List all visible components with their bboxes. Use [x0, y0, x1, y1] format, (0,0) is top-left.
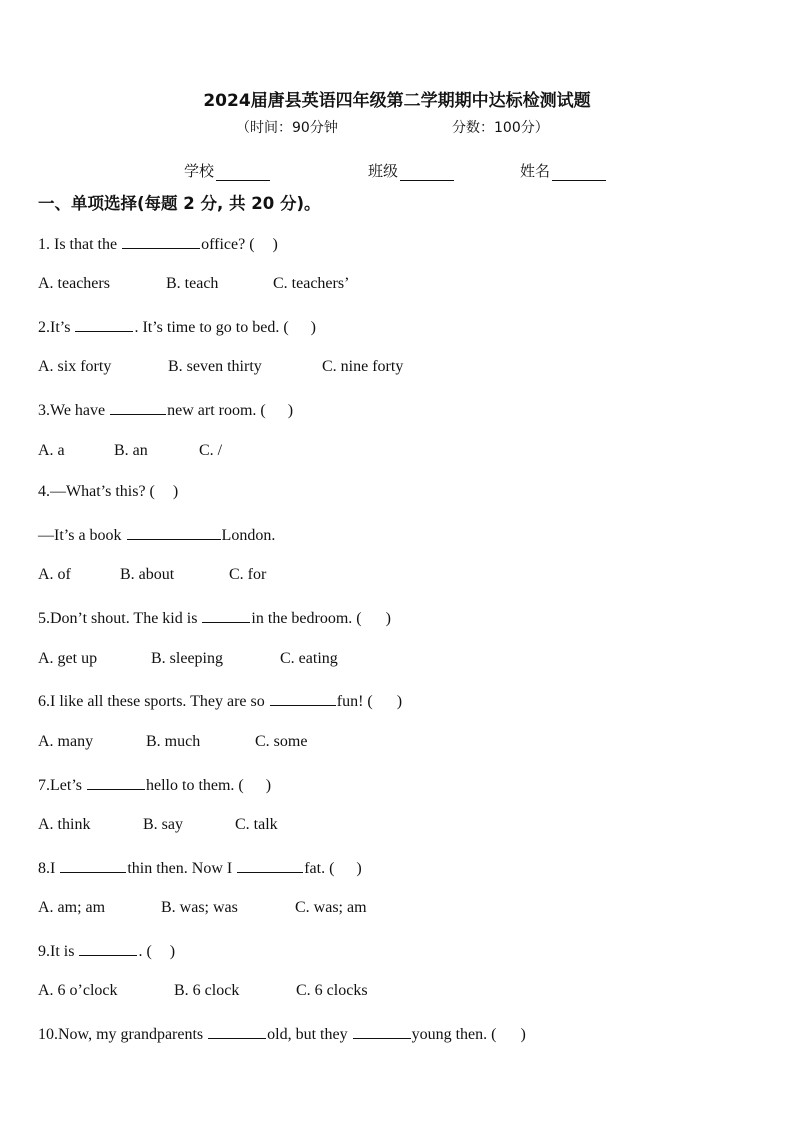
question-text: )	[310, 319, 316, 336]
question-text: 8.I	[38, 860, 60, 877]
option-a[interactable]: A. six forty	[38, 358, 112, 375]
option-b[interactable]: B. about	[120, 566, 175, 583]
question-text: 6.I like all these sports. They are so	[38, 693, 269, 710]
option-a[interactable]: A. of	[38, 566, 71, 583]
question-4-line-2	[38, 524, 275, 546]
question-2	[38, 316, 316, 338]
question-text: new art room. (	[167, 402, 266, 419]
question-text: . (	[138, 943, 152, 960]
question-text: 7.Let’s	[38, 777, 86, 794]
option-b[interactable]: B. an	[114, 442, 148, 459]
question-9	[38, 940, 175, 962]
question-text: fat. (	[304, 860, 335, 877]
answer-blank[interactable]	[60, 857, 126, 873]
name-label: 姓名	[520, 162, 551, 180]
option-c[interactable]: C. teachers’	[273, 275, 350, 292]
exam-time: （时间：90分钟	[236, 120, 338, 136]
name-field	[520, 160, 606, 181]
question-text: )	[265, 777, 272, 794]
option-c[interactable]: C. 6 clocks	[296, 982, 368, 999]
question-1	[38, 233, 278, 255]
question-text: )	[172, 483, 179, 500]
question-text: hello to them. (	[146, 777, 244, 794]
option-c[interactable]: C. for	[229, 566, 267, 583]
question-text: young then. (	[411, 1026, 497, 1043]
option-b[interactable]: B. 6 clock	[174, 982, 240, 999]
class-field	[368, 160, 454, 181]
option-b[interactable]: B. say	[143, 816, 183, 833]
question-5	[38, 607, 391, 629]
school-blank[interactable]	[216, 166, 270, 181]
question-text: London.	[221, 527, 276, 544]
question-text: office? (	[201, 236, 255, 253]
question-8	[38, 857, 362, 879]
answer-blank[interactable]	[270, 690, 336, 706]
option-a[interactable]: A. many	[38, 733, 94, 750]
question-text: 4.—What’s this? (	[38, 483, 155, 500]
option-a[interactable]: A. am; am	[38, 899, 106, 916]
question-text: thin then. Now I	[127, 860, 237, 877]
question-text: )	[356, 860, 362, 877]
question-text: )	[272, 236, 278, 253]
question-text: )	[385, 610, 391, 627]
option-c[interactable]: C. /	[199, 442, 223, 459]
question-4	[38, 482, 178, 502]
option-b[interactable]: B. sleeping	[151, 650, 223, 667]
question-text: 3.We have	[38, 402, 110, 419]
answer-blank[interactable]	[79, 940, 137, 956]
answer-blank[interactable]	[237, 857, 303, 873]
question-6	[38, 690, 402, 712]
option-a[interactable]: A. think	[38, 816, 91, 833]
option-c[interactable]: C. talk	[235, 816, 278, 833]
section-heading: 一、单项选择(每题 2 分, 共 20 分)。	[38, 194, 321, 213]
question-text: old, but they	[267, 1026, 352, 1043]
option-a[interactable]: A. 6 o’clock	[38, 982, 118, 999]
option-c[interactable]: C. eating	[280, 650, 338, 667]
answer-blank[interactable]	[202, 607, 250, 623]
question-text: 9.It is	[38, 943, 79, 960]
option-c[interactable]: C. was; am	[295, 899, 367, 916]
question-10	[38, 1023, 526, 1045]
question-text: )	[169, 943, 176, 960]
question-text: 1. Is that the	[38, 236, 122, 253]
question-text: —It’s a book	[38, 527, 126, 544]
option-b[interactable]: B. teach	[166, 275, 219, 292]
class-blank[interactable]	[400, 166, 454, 181]
answer-blank[interactable]	[110, 399, 166, 415]
class-label: 班级	[368, 162, 399, 180]
option-b[interactable]: B. much	[146, 733, 201, 750]
option-a[interactable]: A. a	[38, 442, 65, 459]
question-text: 5.Don’t shout. The kid is	[38, 610, 202, 627]
exam-title: 2024届唐县英语四年级第二学期期中达标检测试题	[203, 91, 591, 111]
option-a[interactable]: A. teachers	[38, 275, 110, 292]
question-7	[38, 774, 271, 796]
question-text: )	[287, 402, 294, 419]
school-label: 学校	[184, 162, 215, 180]
question-text: )	[396, 693, 403, 710]
option-c[interactable]: C. some	[255, 733, 308, 750]
school-field	[184, 160, 270, 181]
answer-blank[interactable]	[122, 233, 200, 249]
question-3	[38, 399, 293, 421]
exam-score: 分数：100分）	[452, 120, 549, 136]
answer-blank[interactable]	[353, 1023, 411, 1039]
question-text: )	[520, 1026, 526, 1043]
question-text: 10.Now, my grandparents	[38, 1026, 208, 1043]
answer-blank[interactable]	[87, 774, 145, 790]
option-b[interactable]: B. was; was	[161, 899, 238, 916]
question-text: 2.It’s	[38, 319, 75, 336]
option-a[interactable]: A. get up	[38, 650, 98, 667]
name-blank[interactable]	[552, 166, 606, 181]
question-text: . It’s time to go to bed. (	[134, 319, 289, 336]
answer-blank[interactable]	[75, 316, 133, 332]
option-c[interactable]: C. nine forty	[322, 358, 404, 375]
option-b[interactable]: B. seven thirty	[168, 358, 262, 375]
answer-blank[interactable]	[127, 524, 221, 540]
question-text: in the bedroom. (	[251, 610, 362, 627]
answer-blank[interactable]	[208, 1023, 266, 1039]
question-text: fun! (	[336, 693, 373, 710]
